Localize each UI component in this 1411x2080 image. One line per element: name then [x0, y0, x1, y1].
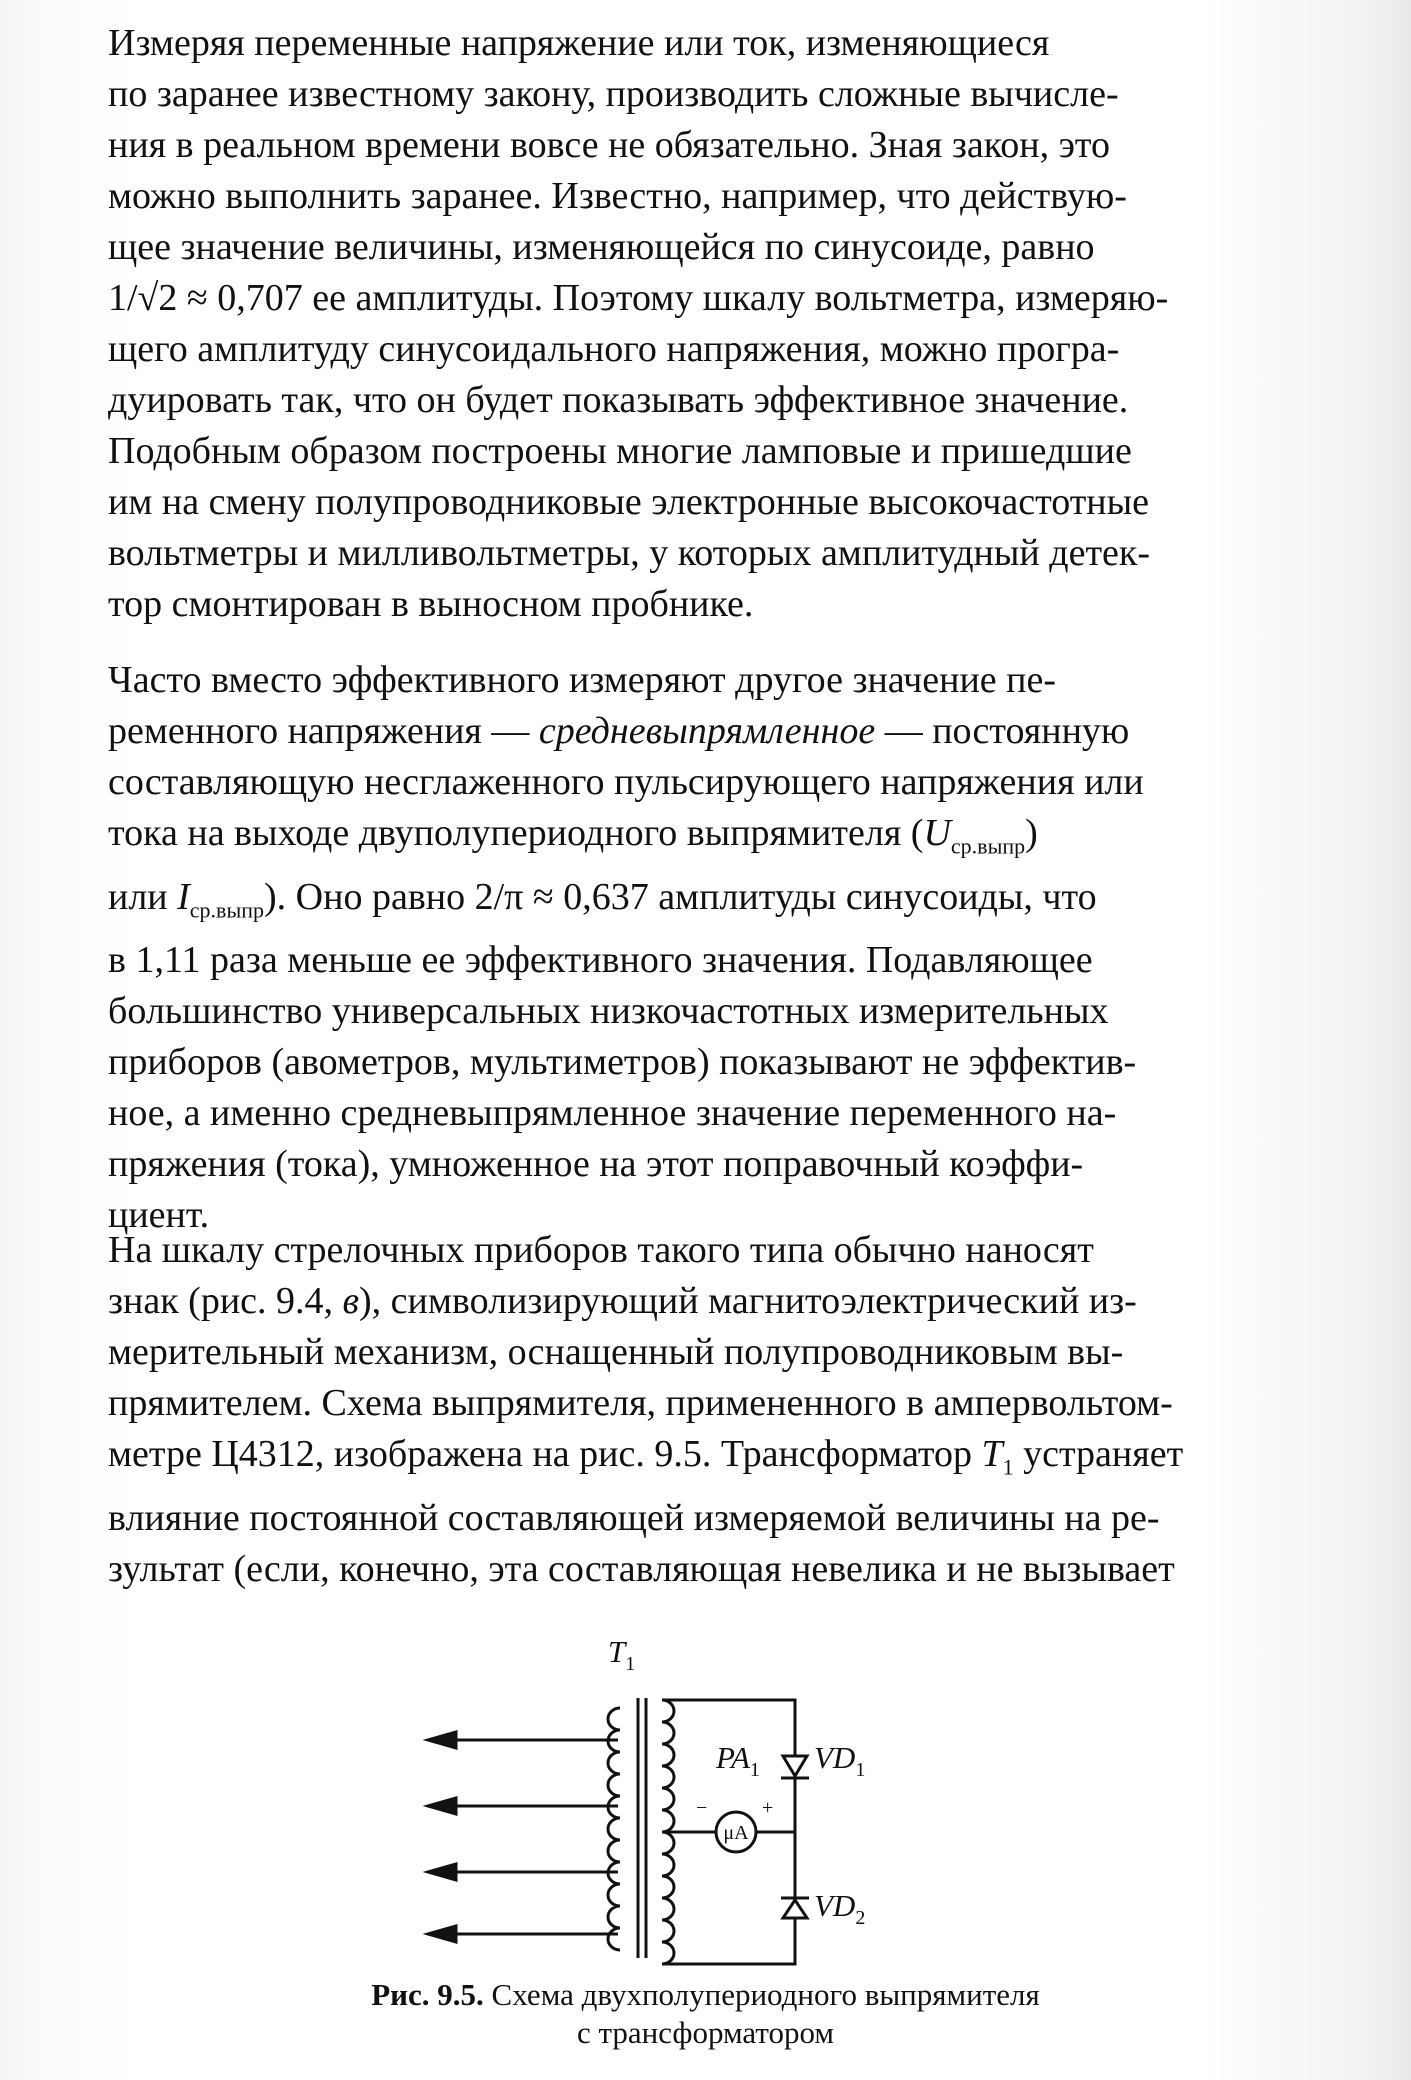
text-fragment: тока на выходе двуполупериодного выпрямителя ( — [108, 812, 924, 854]
variable-i: I — [177, 875, 190, 918]
text-line: Подобным образом построены многие ламповые и пришедшие — [108, 430, 1132, 472]
figure-caption — [0, 1976, 1411, 2052]
meter-symbol: μA — [723, 1822, 749, 1844]
caption-line-1 — [0, 1976, 1411, 2014]
text-line: большинство универсальных низкочастотных измерительных — [108, 990, 1109, 1033]
text-line: зультат (если, конечно, эта составляющая невелика и не вызывает — [108, 1547, 1175, 1590]
diode-vd1-label: $VD_1$ — [814, 1740, 866, 1781]
text-line: составляющую несглаженного пульсирующего напряжения или — [108, 761, 1144, 803]
meter-minus: − — [696, 1797, 708, 1819]
text-line: им на смену полупроводниковые электронные высокочастотные — [108, 481, 1150, 523]
text-fragment: — постоянную — [875, 710, 1130, 752]
meter-plus: + — [762, 1797, 774, 1819]
text-line: приборов (авометров, мультиметров) показывают не эффектив- — [108, 1041, 1137, 1084]
text-line: дуировать так, что он будет показывать эффективное значение. — [108, 379, 1129, 421]
text-line: тор смонтирован в выносном пробнике. — [108, 583, 754, 625]
figure-number: Рис. 9.5. — [371, 1977, 484, 2012]
text-line — [28, 706, 1364, 757]
paragraph-1 — [28, 18, 1364, 630]
variable-t: T — [981, 1433, 1003, 1475]
text-line: пряжения (тока), умноженное на этот поправочный коэффи- — [108, 1143, 1084, 1186]
variable-u: U — [923, 812, 951, 854]
text-fragment: ). Оно равно 2/π ≈ 0,637 амплитуды синусоиды, что — [264, 875, 1097, 918]
text-line — [28, 1276, 1364, 1327]
input-terminals — [428, 1732, 618, 1942]
text-line: щее значение величины, изменяющейся по синусоиде, равно — [108, 226, 1095, 268]
text-line: можно выполнить заранее. Известно, например, что действую- — [108, 175, 1127, 217]
emphasis-letter: в — [342, 1280, 360, 1322]
text-line: мерительный механизм, оснащенный полупроводниковым вы- — [108, 1331, 1124, 1373]
text-line: щего амплитуду синусоидального напряжения, можно програ- — [108, 328, 1120, 370]
primary-winding — [608, 1708, 620, 1950]
text-fragment: ), символизирующий магнитоэлектрический из- — [359, 1280, 1137, 1322]
paragraph-2-text — [28, 655, 1364, 1241]
text-fragment: ременного напряжения — — [108, 710, 539, 752]
text-fragment: устраняет — [1013, 1433, 1184, 1475]
subscript: ср.выпр — [950, 833, 1026, 859]
text-fragment: метре Ц4312, изображена на рис. 9.5. Трансформатор — [108, 1433, 982, 1475]
meter-label: $PA_1$ — [716, 1740, 760, 1781]
text-line: тока на выходе двуполупериодного выпрямителя $(U_{ср.выпр})$ — [108, 812, 1038, 859]
text-line: ное, а именно средневыпрямленное значение переменного на- — [108, 1092, 1117, 1135]
paragraph-1-text — [28, 18, 1364, 630]
text-line: Измеряя переменные напряжение или ток, изменяющиеся — [108, 22, 1050, 64]
paragraph-3-text — [28, 1225, 1364, 1595]
text-fragment: знак (рис. 9.4, — [108, 1280, 343, 1322]
text-line: 1/√2 ≈ 0,707 ее амплитуды. Поэтому шкалу вольтметра, измеряю- — [108, 277, 1169, 319]
text-line: в 1,11 раза меньше ее эффективного значения. Подавляющее — [108, 939, 1093, 982]
text-line: ния в реальном времени вовсе не обязательно. Зная закон, это — [108, 124, 1111, 166]
text-line — [28, 872, 1364, 936]
caption-title: Схема двухполупериодного выпрямителя — [483, 1977, 1040, 2012]
subscript: ср.выпр — [189, 897, 265, 923]
text-line: прямителем. Схема выпрямителя, примененного в ампервольтом- — [108, 1382, 1173, 1424]
paragraph-3 — [28, 1225, 1364, 1595]
transformer-label: $T_1$ — [608, 1634, 636, 1675]
text-line — [28, 1429, 1364, 1493]
paragraph-2 — [28, 655, 1364, 1241]
subscript: 1 — [1002, 1454, 1014, 1480]
diode-vd2-label: $VD_2$ — [814, 1888, 866, 1929]
text-line: На шкалу стрелочных приборов такого типа обычно наносят — [108, 1229, 1094, 1271]
text-line: циент. — [108, 1194, 210, 1237]
microammeter-pa1 — [696, 1740, 773, 1852]
text-line: вольтметры и милливольтметры, у которых амплитудный детек- — [108, 532, 1151, 574]
emphasis-term: средневыпрямленное — [538, 710, 876, 752]
text-line: Часто вместо эффективного измеряют другое значение пе- — [108, 659, 1057, 701]
text-fragment: или — [108, 875, 178, 918]
text-line: по заранее известному закону, производить сложные вычисле- — [108, 73, 1119, 115]
circuit-figure — [420, 1628, 880, 1968]
text-line: влияние постоянной составляющей измеряемой величины на ре- — [108, 1496, 1160, 1539]
caption-line-2: с трансформатором — [576, 2015, 835, 2050]
rectifier-schematic — [420, 1628, 880, 1968]
